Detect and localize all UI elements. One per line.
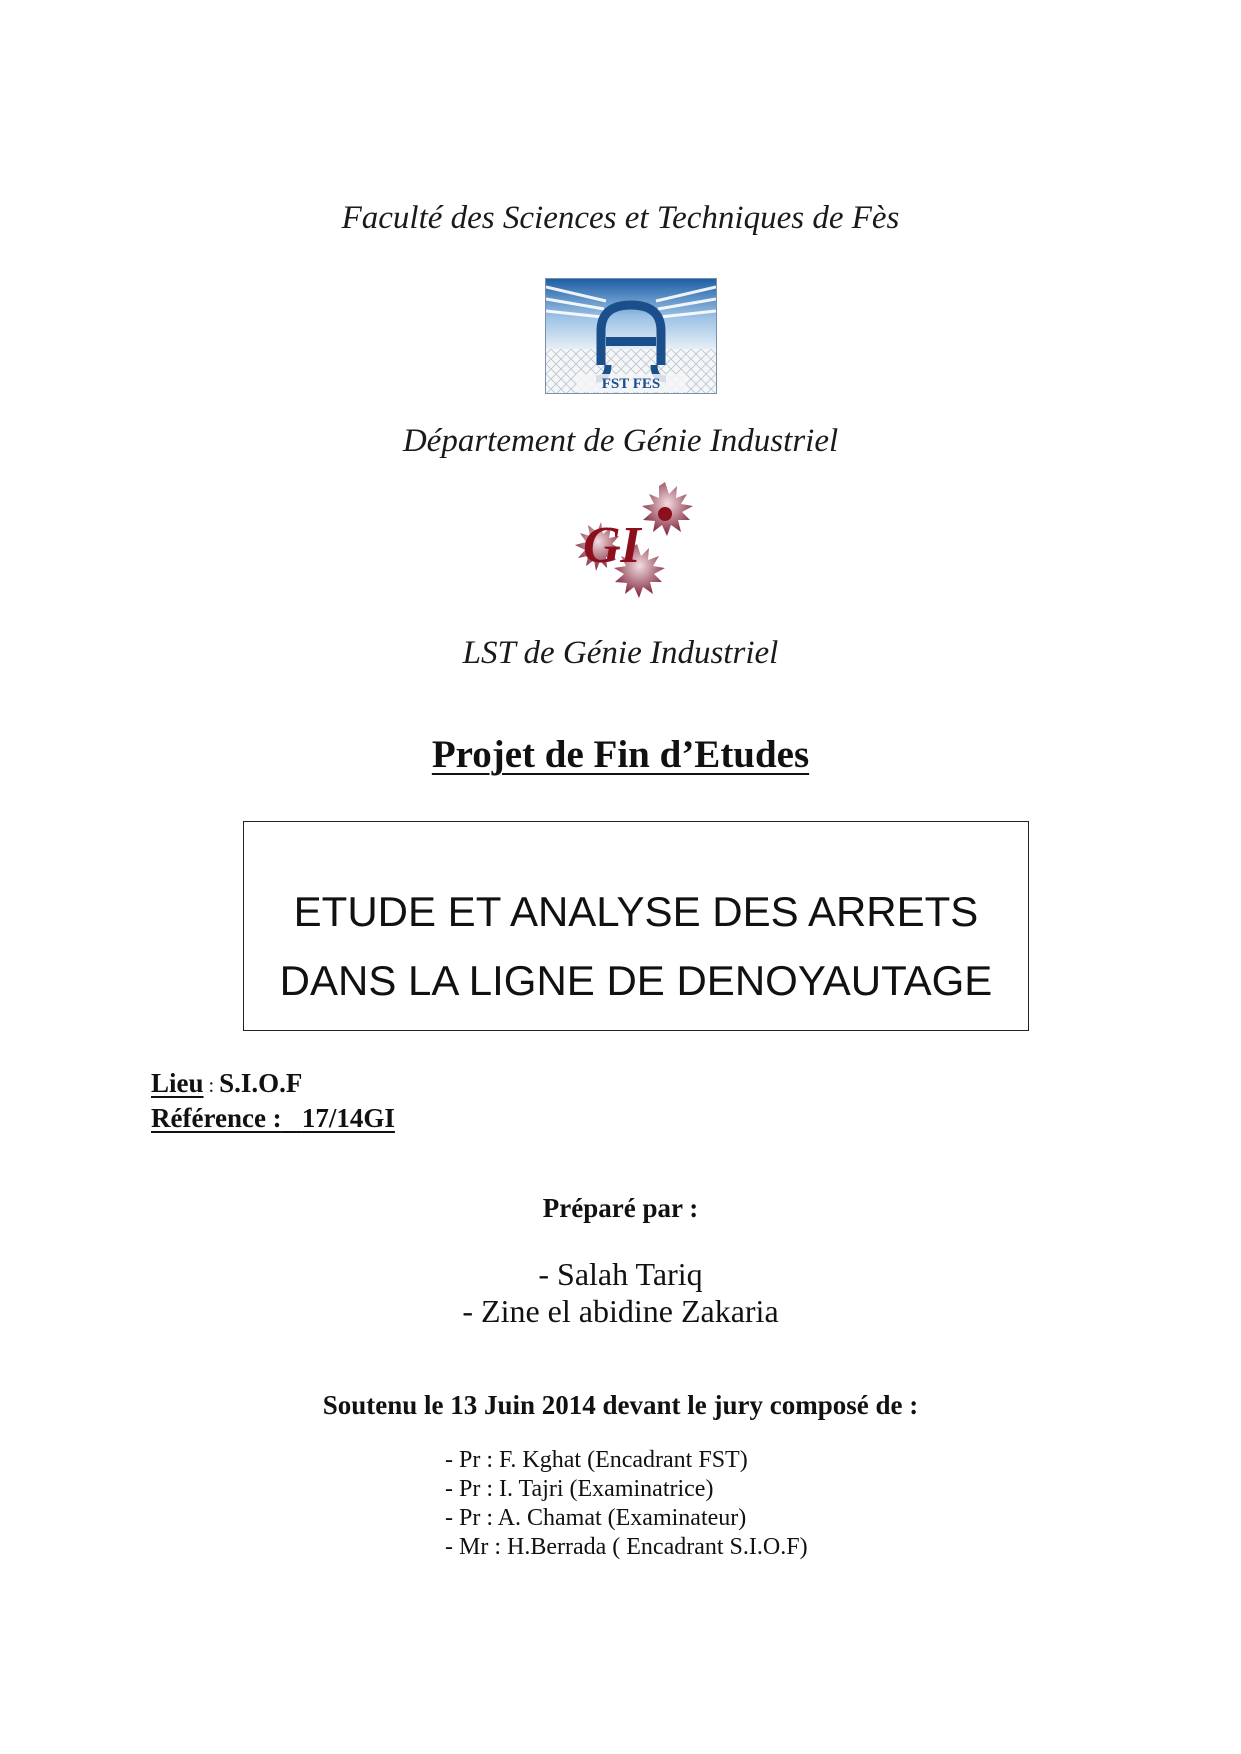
author-2: - Zine el abidine Zakaria [462, 1293, 779, 1329]
place-line [151, 1068, 302, 1099]
reference-label: Référence : [151, 1103, 282, 1133]
gi-gear-logo [555, 482, 705, 612]
thesis-title-line-1: ETUDE ET ANALYSE DES ARRETS [293, 888, 979, 935]
place-value: S.I.O.F [219, 1068, 303, 1098]
fst-fes-logo [545, 278, 717, 394]
thesis-title-line-2: DANS LA LIGNE DE DENOYAUTAGE [279, 957, 993, 1004]
place-separator: : [203, 1075, 220, 1097]
project-heading-text: Projet de Fin d’Etudes [431, 733, 810, 776]
reference-value: 17/14GI [301, 1103, 395, 1133]
fst-logo-text: FST FES [601, 376, 661, 392]
defense-statement: Soutenu le 13 Juin 2014 devant le jury composé de : [322, 1390, 919, 1420]
jury-member-2: - Pr : I. Tajri (Examinatrice) [445, 1476, 714, 1502]
gi-logo-text: GI [583, 517, 641, 574]
program-heading: LST de Génie Industriel [462, 635, 779, 671]
jury-member-1: - Pr : F. Kghat (Encadrant FST) [445, 1447, 748, 1473]
place-label: Lieu [151, 1068, 204, 1098]
jury-member-4: - Mr : H.Berrada ( Encadrant S.I.O.F) [445, 1534, 808, 1560]
faculty-heading: Faculté des Sciences et Techniques de Fès [341, 200, 900, 236]
jury-member-3: - Pr : A. Chamat (Examinateur) [445, 1505, 747, 1531]
project-heading [0, 732, 1241, 777]
prepared-by-label: Préparé par : [542, 1193, 699, 1223]
reference-line [151, 1103, 395, 1134]
author-1: - Salah Tariq [538, 1256, 703, 1292]
thesis-title-box [243, 821, 1029, 1031]
department-heading: Département de Génie Industriel [402, 423, 839, 459]
